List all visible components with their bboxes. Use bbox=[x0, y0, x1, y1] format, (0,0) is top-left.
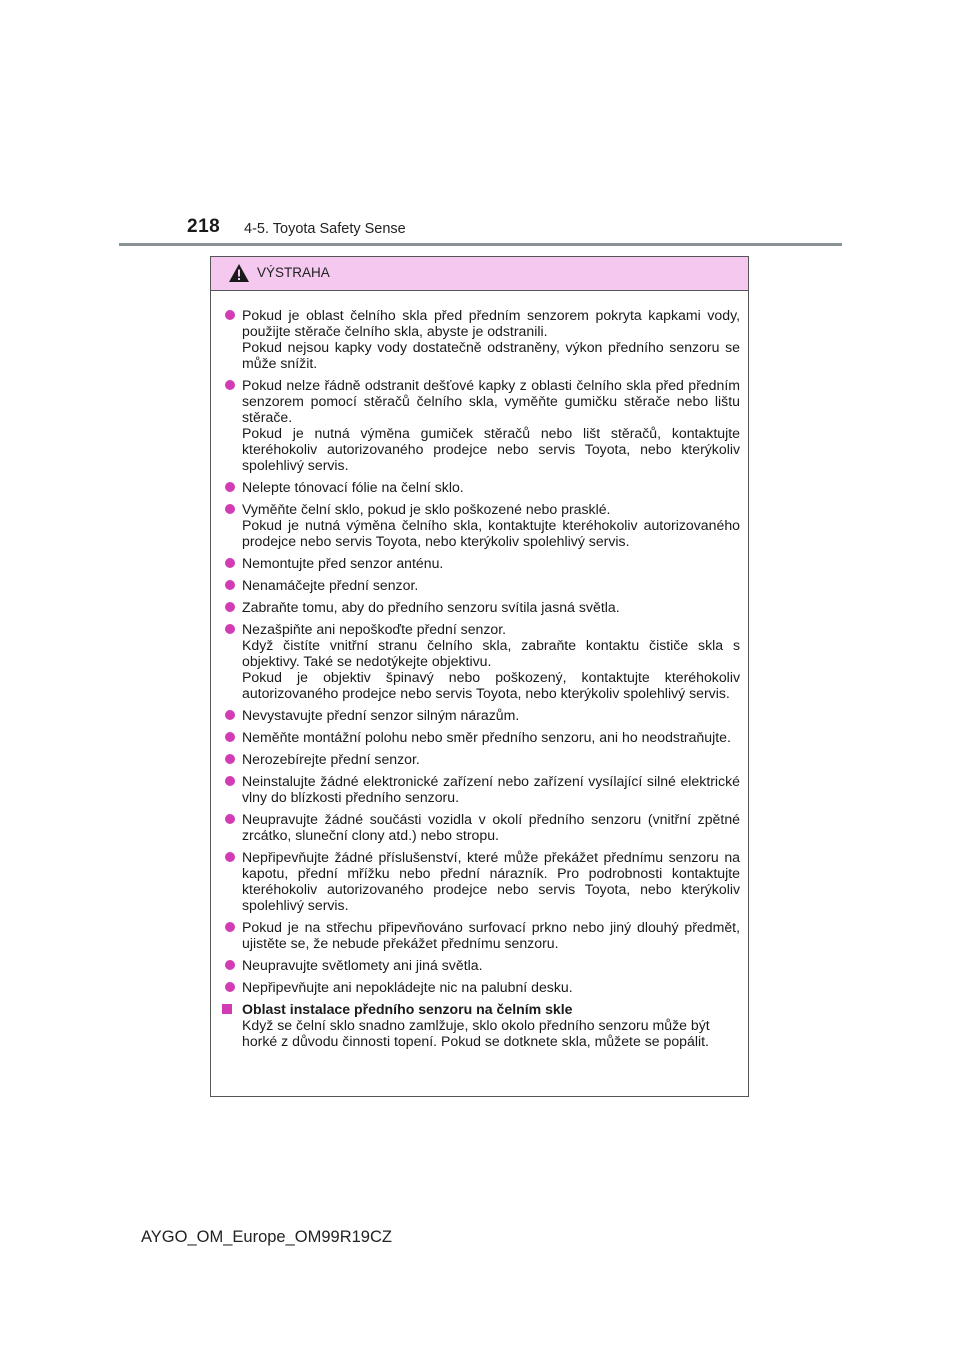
warning-item bbox=[220, 957, 740, 973]
warning-item-text: Pokud je objektiv špinavý nebo poškozený, kontaktujte kteréhokoliv autorizovaného prodejce nebo servis Toyota, nebo kterýkoliv spolehlivý servis. bbox=[242, 669, 740, 701]
warning-item-text: Když čistíte vnitřní stranu čelního skla, zabraňte kontaktu čističe skla s objektivy. Také se nedotýkejte objektivu. bbox=[242, 637, 740, 669]
warning-header bbox=[211, 257, 748, 291]
document-code: AYGO_OM_Europe_OM99R19CZ bbox=[141, 1228, 392, 1246]
warning-item bbox=[220, 773, 740, 805]
warning-item bbox=[220, 751, 740, 767]
warning-item bbox=[220, 621, 740, 701]
warning-item-text: Zabraňte tomu, aby do předního senzoru svítila jasná světla. bbox=[242, 599, 620, 615]
page-number: 218 bbox=[187, 216, 221, 237]
warning-item-text: Vyměňte čelní sklo, pokud je sklo poškozené nebo prasklé. bbox=[242, 501, 611, 517]
warning-item bbox=[220, 501, 740, 549]
warning-item-text: Nepřipevňujte žádné příslušenství, které může překážet přednímu senzoru na kapotu, přední mřížku nebo přední nárazník. Pro podrobnosti kontaktujte kteréhokoliv autorizovaného prodejce nebo servis Toyota, nebo kterýkoliv spolehlivý servis. bbox=[242, 849, 740, 913]
warning-item bbox=[220, 979, 740, 995]
bullet-icon bbox=[225, 732, 235, 742]
bullet-icon bbox=[225, 624, 235, 634]
warning-item bbox=[220, 849, 740, 913]
bullet-icon bbox=[225, 922, 235, 932]
warning-box bbox=[210, 256, 749, 1097]
warning-item-text: Neupravujte světlomety ani jiná světla. bbox=[242, 957, 483, 973]
warning-item-text: Pokud nejsou kapky vody dostatečně odstraněny, výkon předního senzoru se může snížit. bbox=[242, 339, 740, 371]
subsection-text: Když se čelní sklo snadno zamlžuje, sklo okolo předního senzoru může být horké z důvodu činnosti topení. Pokud se dotknete skla, můžete se popálit. bbox=[242, 1017, 710, 1049]
warning-item bbox=[220, 811, 740, 843]
bullet-icon bbox=[225, 960, 235, 970]
bullet-icon bbox=[225, 814, 235, 824]
warning-item bbox=[220, 577, 740, 593]
bullet-icon bbox=[225, 310, 235, 320]
bullet-icon bbox=[225, 504, 235, 514]
bullet-icon bbox=[225, 852, 235, 862]
warning-item-text: Pokud je oblast čelního skla před předním senzorem pokryta kapkami vody, použijte stěrače čelního skla, abyste je odstranili. bbox=[242, 307, 740, 339]
warning-item-text: Pokud je nutná výměna čelního skla, kontaktujte kteréhokoliv autorizovaného prodejce nebo servis Toyota, nebo kterýkoliv spolehlivý servis. bbox=[242, 517, 740, 549]
warning-item-text: Nepřipevňujte ani nepokládejte nic na palubní desku. bbox=[242, 979, 573, 995]
bullet-icon bbox=[225, 580, 235, 590]
bullet-icon bbox=[225, 982, 235, 992]
bullet-icon bbox=[225, 602, 235, 612]
bullet-icon bbox=[225, 482, 235, 492]
warning-item bbox=[220, 555, 740, 571]
warning-item bbox=[220, 707, 740, 723]
warning-list bbox=[211, 291, 748, 1049]
bullet-icon bbox=[225, 380, 235, 390]
warning-item bbox=[220, 919, 740, 951]
warning-item-text: Nenamáčejte přední senzor. bbox=[242, 577, 419, 593]
warning-item-text: Neinstalujte žádné elektronické zařízení nebo zařízení vysílající silné elektrické vlny do blízkosti předního senzoru. bbox=[242, 773, 740, 805]
warning-item-text: Nevystavujte přední senzor silným nárazům. bbox=[242, 707, 520, 723]
warning-item-text: Neměňte montážní polohu nebo směr předního senzoru, ani ho neodstraňujte. bbox=[242, 729, 731, 745]
warning-item-text: Nelepte tónovací fólie na čelní sklo. bbox=[242, 479, 464, 495]
square-bullet-icon bbox=[222, 1004, 232, 1014]
warning-item-text: Nerozebírejte přední senzor. bbox=[242, 751, 420, 767]
warning-triangle-icon bbox=[228, 263, 250, 283]
subsection bbox=[220, 1001, 740, 1049]
page-header bbox=[0, 0, 960, 250]
warning-item-text: Nemontujte před senzor anténu. bbox=[242, 555, 444, 571]
bullet-icon bbox=[225, 710, 235, 720]
header-divider bbox=[119, 243, 842, 246]
warning-item bbox=[220, 479, 740, 495]
subsection-title: Oblast instalace předního senzoru na čelním skle bbox=[242, 1001, 573, 1017]
warning-item-text: Pokud nelze řádně odstranit dešťové kapky z oblasti čelního skla před předním senzorem pomocí stěračů čelního skla, vyměňte gumičku stěrače nebo lištu stěrače. bbox=[242, 377, 740, 425]
warning-title: VÝSTRAHA bbox=[257, 265, 330, 280]
warning-item bbox=[220, 599, 740, 615]
warning-item bbox=[220, 729, 740, 745]
warning-item-text: Pokud je nutná výměna gumiček stěračů nebo lišt stěračů, kontaktujte kteréhokoliv autorizovaného prodejce nebo servis Toyota, nebo kterýkoliv spolehlivý servis. bbox=[242, 425, 740, 473]
bullet-icon bbox=[225, 776, 235, 786]
warning-item bbox=[220, 377, 740, 473]
warning-item-text: Neupravujte žádné součásti vozidla v okolí předního senzoru (vnitřní zpětné zrcátko, sluneční clony atd.) nebo stropu. bbox=[242, 811, 740, 843]
warning-item-text: Nezašpiňte ani nepoškoďte přední senzor. bbox=[242, 621, 507, 637]
warning-item bbox=[220, 307, 740, 371]
bullet-icon bbox=[225, 558, 235, 568]
warning-item-text: Pokud je na střechu připevňováno surfovací prkno nebo jiný dlouhý předmět, ujistěte se, že nebude překážet přednímu senzoru. bbox=[242, 919, 740, 951]
bullet-icon bbox=[225, 754, 235, 764]
section-title: 4-5. Toyota Safety Sense bbox=[244, 221, 406, 237]
